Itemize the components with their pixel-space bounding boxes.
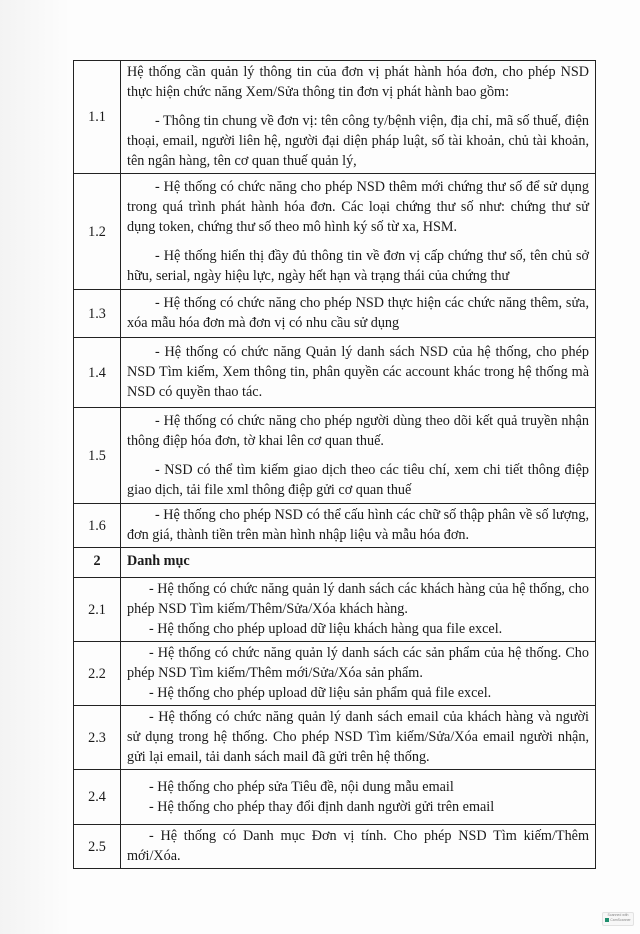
camscanner-logo-icon	[605, 918, 609, 922]
paragraph: - Hệ thống có chức năng quản lý danh sách các sản phẩm của hệ thống. Cho phép NSD Tìm kiếm/Thêm mới/Sửa/Xóa sản phẩm.	[127, 645, 589, 681]
table-row	[74, 770, 596, 825]
requirements-table	[73, 60, 596, 869]
row-number: 1.3	[74, 290, 121, 338]
table-row	[74, 642, 596, 706]
section-number: 2	[74, 548, 121, 578]
table-row	[74, 61, 596, 174]
section-title: Danh mục	[121, 548, 596, 578]
row-description	[121, 642, 596, 706]
row-description	[121, 578, 596, 642]
row-number: 1.6	[74, 504, 121, 548]
paragraph: - Hệ thống có chức năng quản lý danh sách các khách hàng của hệ thống, cho phép NSD Tìm kiếm/Thêm/Sửa/Xóa khách hàng.	[127, 581, 589, 617]
paragraph: - Hệ thống hiển thị đầy đủ thông tin về đơn vị cấp chứng thư số, tên chủ sở hữu, serial, ngày hiệu lực, ngày hết hạn và trạng thái của chứng thư	[127, 247, 589, 284]
table-row	[74, 338, 596, 408]
paragraph: - Hệ thống cho phép sửa Tiêu đề, nội dung mẫu email	[149, 778, 454, 795]
table-row	[74, 504, 596, 548]
row-description	[121, 338, 596, 408]
paragraph: - Hệ thống có chức năng quản lý danh sách email của khách hàng và người sử dụng trong hệ thống. Cho phép NSD Tìm kiếm/Sửa/Xóa email người nhận, gửi lại email, tải danh sách mail đã gửi trên hệ thống.	[127, 709, 589, 765]
row-number: 2.2	[74, 642, 121, 706]
row-number: 2.5	[74, 825, 121, 869]
table-row	[74, 290, 596, 338]
row-description	[121, 174, 596, 290]
row-number: 2.3	[74, 706, 121, 770]
row-description	[121, 825, 596, 869]
row-number: 1.1	[74, 61, 121, 174]
watermark-line2: CamScanner	[610, 918, 631, 922]
row-description	[121, 504, 596, 548]
row-description	[121, 706, 596, 770]
page-edge-shadow	[0, 0, 70, 934]
paragraph: - NSD có thể tìm kiếm giao dịch theo các tiêu chí, xem chi tiết thông điệp giao dịch, tải file xml thông điệp gửi cơ quan thuế	[127, 461, 589, 498]
paragraph: - Hệ thống cho phép thay đổi định danh người gửi trên email	[149, 798, 495, 815]
table-row	[74, 408, 596, 504]
paragraph: - Hệ thống có chức năng cho phép NSD thêm mới chứng thư số để sử dụng trong quá trình phát hành hóa đơn. Các loại chứng thư số như: chứng thư sử dụng token, chứng thư số theo mô hình ký số từ xa, HSM.	[127, 178, 589, 235]
table-row	[74, 174, 596, 290]
table-row	[74, 706, 596, 770]
paragraph: - Thông tin chung về đơn vị: tên công ty/bệnh viện, địa chỉ, mã số thuế, điện thoại, email, người liên hệ, người đại diện pháp luật, số tài khoản, chủ tài khoản, tên ngân hàng, tên cơ quan thuế quản lý,	[127, 113, 589, 169]
row-number: 2.4	[74, 770, 121, 825]
camscanner-watermark	[602, 912, 634, 926]
section-row	[74, 548, 596, 578]
paragraph: - Hệ thống cho phép upload dữ liệu sản phẩm quả file excel.	[149, 685, 492, 701]
row-number: 1.5	[74, 408, 121, 504]
paragraph: - Hệ thống có chức năng cho phép NSD thực hiện các chức năng thêm, sửa, xóa mẫu hóa đơn mà đơn vị có nhu cầu sử dụng	[127, 295, 589, 331]
paragraph: Hệ thống cần quản lý thông tin của đơn vị phát hành hóa đơn, cho phép NSD thực hiện chức năng Xem/Sửa thông tin đơn vị phát hành bao gồm:	[127, 64, 589, 100]
paragraph: - Hệ thống có chức năng cho phép người dùng theo dõi kết quả truyền nhận thông điệp hóa đơn, tờ khai lên cơ quan thuế.	[127, 412, 589, 449]
table-row	[74, 825, 596, 869]
table-row	[74, 578, 596, 642]
row-description	[121, 770, 596, 825]
paragraph: - Hệ thống có chức năng Quản lý danh sách NSD của hệ thống, cho phép NSD Tìm kiếm, Xem thông tin, phân quyền các account khác trong hệ thống mà NSD có quyền thao tác.	[127, 344, 589, 400]
paragraph: - Hệ thống cho phép NSD có thể cấu hình các chữ số thập phân về số lượng, đơn giá, thành tiền trên màn hình nhập liệu và mẫu hóa đơn.	[127, 507, 589, 543]
watermark-line1: Scanned with	[607, 913, 629, 917]
row-number: 1.4	[74, 338, 121, 408]
row-description	[121, 290, 596, 338]
row-description	[121, 61, 596, 174]
paragraph: - Hệ thống cho phép upload dữ liệu khách hàng qua file excel.	[149, 621, 503, 637]
row-number: 2.1	[74, 578, 121, 642]
row-description	[121, 408, 596, 504]
row-number: 1.2	[74, 174, 121, 290]
paragraph: - Hệ thống có Danh mục Đơn vị tính. Cho phép NSD Tìm kiếm/Thêm mới/Xóa.	[127, 828, 589, 864]
